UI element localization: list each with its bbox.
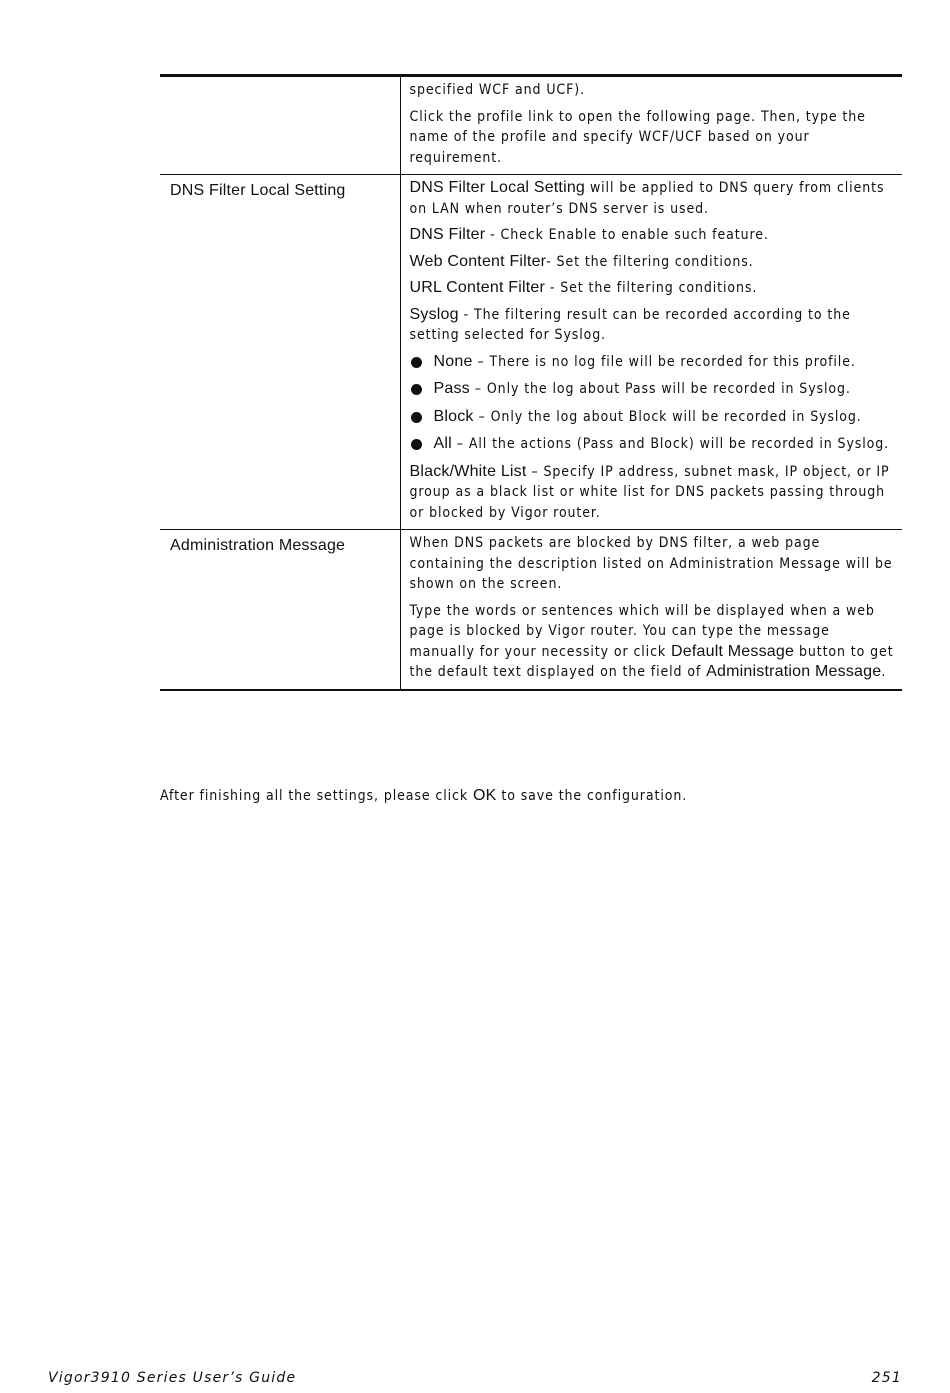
bullet-icon xyxy=(411,439,422,450)
row-description xyxy=(400,76,902,175)
term: Web Content Filter xyxy=(409,252,547,270)
text: – There is no log file will be recorded for this profile. xyxy=(472,353,856,370)
ok-term: OK xyxy=(472,787,497,804)
term: None xyxy=(433,352,473,370)
paragraph xyxy=(410,305,895,346)
table-row xyxy=(160,76,902,175)
text: - The filtering result can be recorded according to the setting selected for Syslog. xyxy=(409,306,851,343)
row-description xyxy=(400,530,902,690)
text: - Set the filtering conditions. xyxy=(545,280,758,296)
paragraph xyxy=(410,225,895,246)
term: Administration Message xyxy=(706,663,882,680)
list-item xyxy=(410,379,895,400)
list-item xyxy=(410,352,895,373)
text: - Set the filtering conditions. xyxy=(546,253,754,270)
row-label-dns-filter-local-setting: DNS Filter Local Setting xyxy=(160,175,400,530)
text: . xyxy=(881,664,887,680)
text: After finishing all the settings, please click xyxy=(160,788,473,804)
term: URL Content Filter xyxy=(409,279,545,296)
settings-table xyxy=(160,74,902,691)
text: – All the actions (Pass and Block) will be recorded in Syslog. xyxy=(451,436,890,452)
bullet-icon xyxy=(411,357,422,368)
text: - Check Enable to enable such feature. xyxy=(485,227,769,243)
footer-page-number: 251 xyxy=(871,1370,902,1386)
paragraph xyxy=(410,178,895,219)
term: All xyxy=(433,435,452,452)
term: Block xyxy=(433,407,474,425)
text: to save the configuration. xyxy=(496,788,688,804)
term: Syslog xyxy=(409,305,459,323)
term: Pass xyxy=(433,380,470,397)
term: DNS Filter Local Setting xyxy=(409,179,586,196)
term: Black/White List xyxy=(409,462,527,480)
paragraph: specified WCF and UCF). xyxy=(409,82,585,98)
paragraph: When DNS packets are blocked by DNS filter, a web page containing the description listed on Administration Message will be shown on the screen. xyxy=(409,535,893,592)
bullet-icon xyxy=(411,412,422,423)
table-row xyxy=(160,530,902,690)
row-description xyxy=(400,175,902,530)
paragraph xyxy=(410,601,895,683)
paragraph xyxy=(410,278,895,299)
list-item xyxy=(410,434,895,455)
term: DNS Filter xyxy=(409,226,486,243)
paragraph: Click the profile link to open the following page. Then, type the name of the profile and specify WCF/UCF based on your requirement. xyxy=(409,108,866,166)
row-label-administration-message: Administration Message xyxy=(160,530,400,690)
text: – Specify IP address, subnet mask, IP object, or IP group as a black list or white list for DNS packets passing through or blocked by Vigor router. xyxy=(409,463,890,521)
bullet-icon xyxy=(411,384,422,395)
footer-guide-title: Vigor3910 Series User’s Guide xyxy=(48,1370,297,1386)
paragraph xyxy=(410,462,895,524)
text: Type the words or sentences which will be displayed when a web page is blocked by Vigor router. You can type the message manually for your necessity or click xyxy=(409,602,875,660)
text: will be applied to DNS query from clients on LAN when router’s DNS server is used. xyxy=(409,180,885,217)
term: Default Message xyxy=(671,642,795,660)
list-item xyxy=(410,407,895,428)
paragraph xyxy=(410,252,895,273)
text: – Only the log about Pass will be recorded in Syslog. xyxy=(469,381,851,397)
text: button to get the default text displayed on the field of xyxy=(409,643,894,680)
table-row xyxy=(160,175,902,530)
row-label xyxy=(160,76,400,175)
closing-instruction xyxy=(160,786,687,806)
text: – Only the log about Block will be recorded in Syslog. xyxy=(473,408,862,425)
